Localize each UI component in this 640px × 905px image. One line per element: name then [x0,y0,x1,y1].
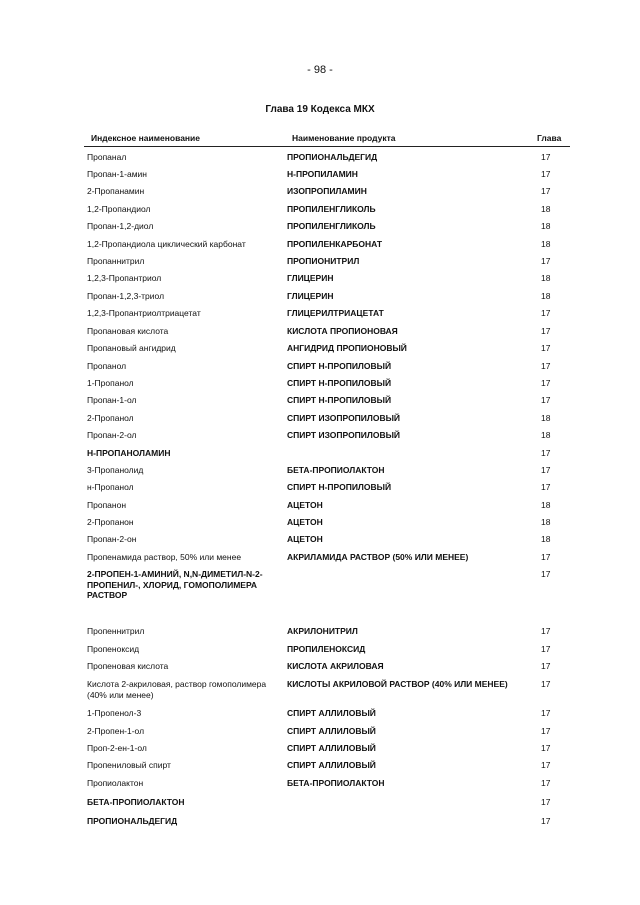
cell-product-name: СПИРТ Н-ПРОПИЛОВЫЙ [287,378,392,388]
cell-product-name: АЦЕТОН [287,517,323,527]
cell-chapter: 17 [541,152,551,162]
cell-index-name: 1,2-Пропандиол [87,204,151,214]
cell-chapter: 17 [541,708,551,718]
cell-index-name: 1,2-Пропандиола циклический карбонат [87,239,246,249]
cell-product-name: ГЛИЦЕРИН [287,273,334,283]
cell-chapter: 18 [541,430,551,440]
cell-product-name: ПРОПИЛЕНГЛИКОЛЬ [287,221,376,231]
cell-product-name: СПИРТ АЛЛИЛОВЫЙ [287,708,376,718]
cell-chapter: 17 [541,679,551,689]
cell-index-name: Пропеннитрил [87,626,145,636]
column-header-index-name: Индексное наименование [91,133,201,143]
cell-chapter: 17 [541,308,551,318]
cell-product-name: АНГИДРИД ПРОПИОНОВЫЙ [287,343,407,353]
cell-chapter: 18 [541,221,551,231]
cell-index-name: Пропанал [87,152,127,162]
cell-product-name: ГЛИЦЕРИЛТРИАЦЕТАТ [287,308,384,318]
cell-chapter: 17 [541,343,551,353]
cell-chapter: 17 [541,778,551,788]
cell-product-name: СПИРТ Н-ПРОПИЛОВЫЙ [287,361,392,371]
cell-product-name: СПИРТ ИЗОПРОПИЛОВЫЙ [287,430,401,440]
cell-index-name: Пропановая кислота [87,326,169,336]
header-rule [84,146,570,147]
cell-product-name: КИСЛОТЫ АКРИЛОВОЙ РАСТВОР (40% ИЛИ МЕНЕЕ) [287,679,508,689]
cell-index-name: Пропан-1,2-диол [87,221,154,231]
cell-chapter: 17 [541,743,551,753]
cell-product-name: ПРОПИЛЕНОКСИД [287,644,366,654]
cell-chapter: 17 [541,448,551,458]
cell-index-name: 1,2,3-Пропантриолтриацетат [87,308,201,318]
cell-product-name: АКРИЛАМИДА РАСТВОР (50% ИЛИ МЕНЕЕ) [287,552,469,562]
cell-chapter: 17 [541,626,551,636]
page-number: - 98 - [307,64,333,76]
cell-chapter: 17 [541,552,551,562]
cell-chapter: 18 [541,413,551,423]
column-header-chapter: Глава [537,133,562,143]
cell-product-name: СПИРТ АЛЛИЛОВЫЙ [287,726,376,736]
cell-index-name: Пропанол [87,361,127,371]
cell-chapter: 17 [541,361,551,371]
cell-index-name: Пропан-2-ол [87,430,137,440]
cell-index-name: Пропанон [87,500,127,510]
cell-index-name: Пропан-2-он [87,534,137,544]
cell-index-name: Кислота 2-акриловая, раствор гомополимера (40% или менее) [87,679,267,700]
cell-index-name: 3-Пропанолид [87,465,144,475]
cell-index-name: Пропановый ангидрид [87,343,176,353]
cell-index-name: 2-ПРОПЕН-1-АМИНИЙ, N,N-ДИМЕТИЛ-N-2-ПРОПЕНИЛ-, ХЛОРИД, ГОМОПОЛИМЕРА РАСТВОР [87,569,263,600]
cell-index-name: 1,2,3-Пропантриол [87,273,162,283]
cell-product-name: Н-ПРОПИЛАМИН [287,169,358,179]
cell-product-name: СПИРТ АЛЛИЛОВЫЙ [287,743,376,753]
cell-chapter: 17 [541,169,551,179]
cell-chapter: 18 [541,500,551,510]
cell-product-name: СПИРТ Н-ПРОПИЛОВЫЙ [287,395,392,405]
cell-index-name: Пропенамида раствор, 50% или менее [87,552,242,562]
cell-product-name: ИЗОПРОПИЛАМИН [287,186,367,196]
cell-index-name: Пропиолактон [87,778,144,788]
cell-chapter: 18 [541,291,551,301]
cell-index-name: 1-Пропанол [87,378,134,388]
cell-index-name: 1-Пропенол-3 [87,708,142,718]
cell-product-name: ПРОПИЛЕНКАРБОНАТ [287,239,383,249]
cell-index-name: Пропан-1-ол [87,395,137,405]
document-title: Глава 19 Кодекса МКХ [265,104,375,115]
cell-index-name: Проп-2-ен-1-ол [87,743,147,753]
cell-chapter: 17 [541,569,551,579]
cell-index-name: Пропан-1-амин [87,169,147,179]
cell-chapter: 17 [541,760,551,770]
cell-product-name: АЦЕТОН [287,534,323,544]
column-header-product-name: Наименование продукта [292,133,396,143]
cell-chapter: 17 [541,797,551,807]
cell-product-name: АКРИЛОНИТРИЛ [287,626,358,636]
cell-product-name: БЕТА-ПРОПИОЛАКТОН [287,465,385,475]
cell-product-name: ПРОПИЛЕНГЛИКОЛЬ [287,204,376,214]
cell-index-name: Пропениловый спирт [87,760,171,770]
cell-index-name: 2-Пропанол [87,413,134,423]
cell-product-name: СПИРТ ИЗОПРОПИЛОВЫЙ [287,413,401,423]
cell-chapter: 18 [541,534,551,544]
cell-product-name: АЦЕТОН [287,500,323,510]
cell-chapter: 17 [541,256,551,266]
cell-chapter: 17 [541,482,551,492]
cell-chapter: 17 [541,326,551,336]
cell-product-name: БЕТА-ПРОПИОЛАКТОН [287,778,385,788]
cell-product-name: ГЛИЦЕРИН [287,291,334,301]
cell-index-name: 2-Пропанон [87,517,134,527]
cell-index-name: Пропеноксид [87,644,140,654]
cell-index-name: ПРОПИОНАЛЬДЕГИД [87,816,178,826]
cell-index-name: н-Пропанол [87,482,134,492]
cell-index-name: Пропеновая кислота [87,661,169,671]
cell-chapter: 18 [541,273,551,283]
cell-product-name: КИСЛОТА АКРИЛОВАЯ [287,661,384,671]
cell-chapter: 17 [541,186,551,196]
cell-chapter: 18 [541,517,551,527]
cell-product-name: ПРОПИОНИТРИЛ [287,256,360,266]
cell-product-name: КИСЛОТА ПРОПИОНОВАЯ [287,326,398,336]
cell-index-name: БЕТА-ПРОПИОЛАКТОН [87,797,185,807]
cell-product-name: ПРОПИОНАЛЬДЕГИД [287,152,378,162]
cell-chapter: 17 [541,378,551,388]
cell-chapter: 18 [541,239,551,249]
cell-index-name: Н-ПРОПАНОЛАМИН [87,448,171,458]
cell-index-name: 2-Пропанамин [87,186,145,196]
cell-chapter: 17 [541,465,551,475]
cell-chapter: 17 [541,644,551,654]
cell-chapter: 18 [541,204,551,214]
cell-product-name: СПИРТ Н-ПРОПИЛОВЫЙ [287,482,392,492]
cell-chapter: 17 [541,726,551,736]
cell-index-name: Пропаннитрил [87,256,145,266]
cell-index-name: Пропан-1,2,3-триол [87,291,165,301]
cell-chapter: 17 [541,395,551,405]
cell-product-name: СПИРТ АЛЛИЛОВЫЙ [287,760,376,770]
cell-chapter: 17 [541,661,551,671]
cell-chapter: 17 [541,816,551,826]
cell-index-name: 2-Пропен-1-ол [87,726,145,736]
